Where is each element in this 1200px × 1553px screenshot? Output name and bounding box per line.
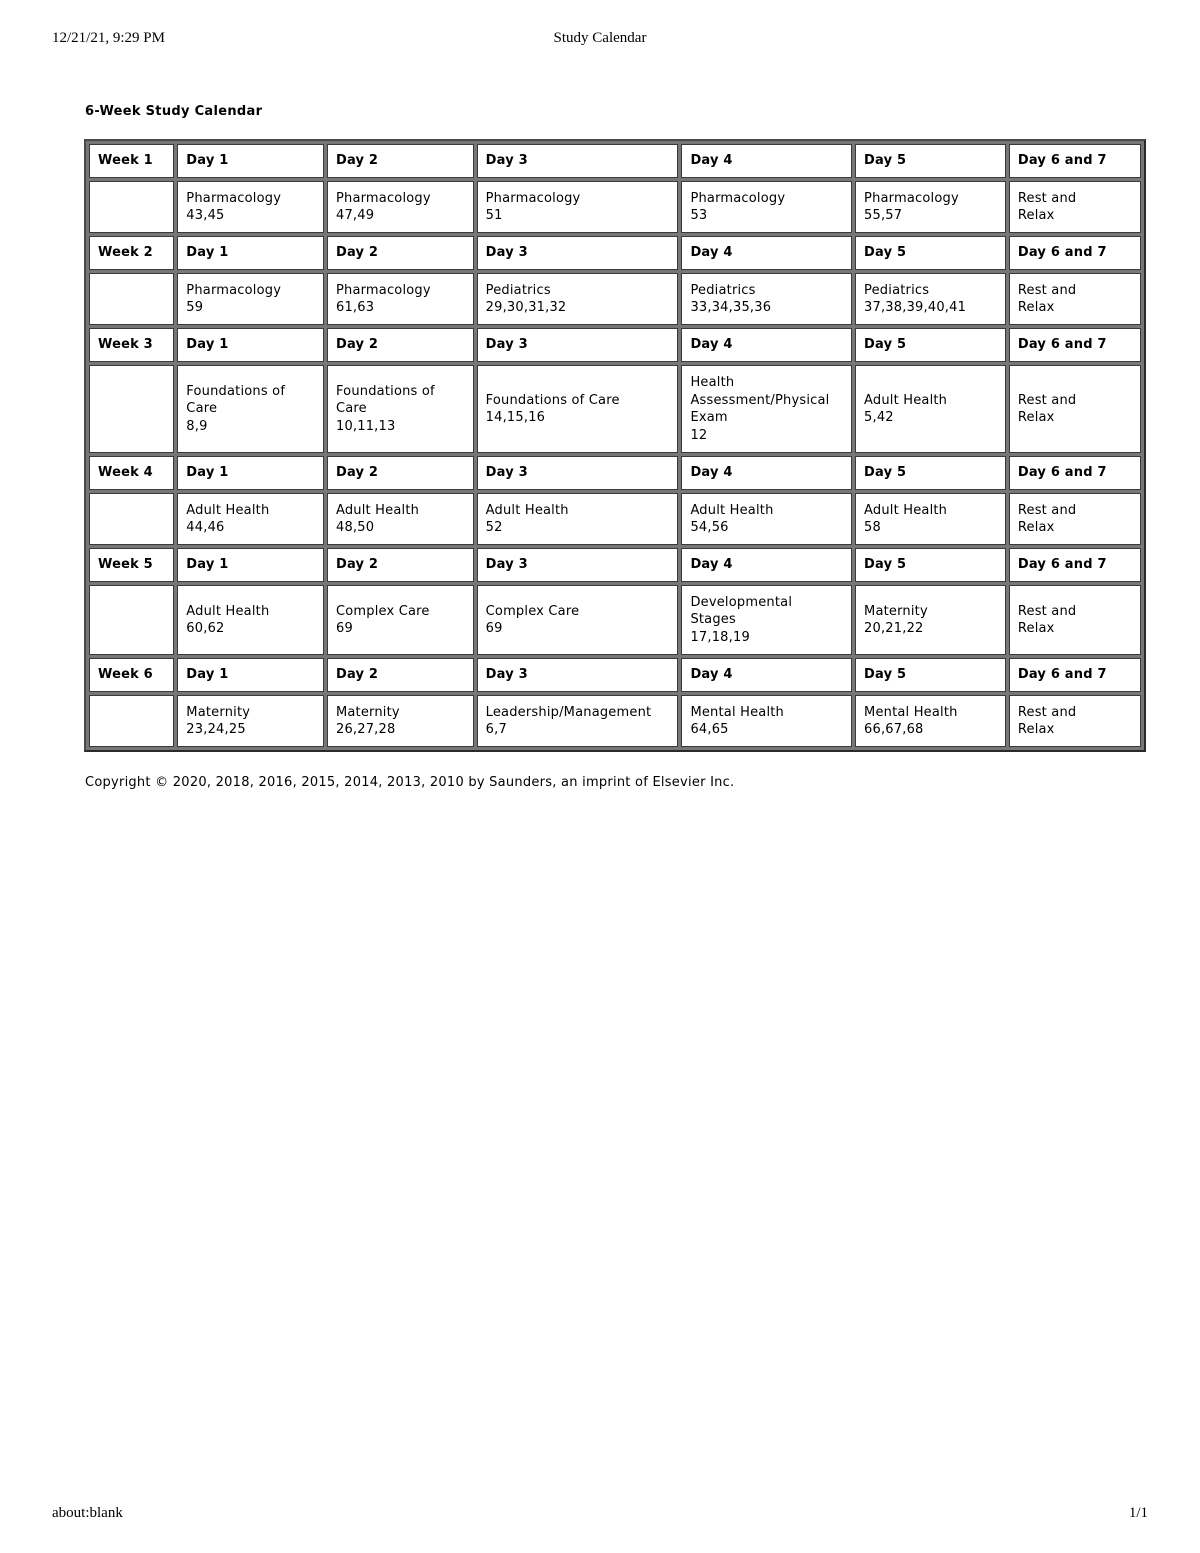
chapter-numbers: 37,38,39,40,41 (864, 300, 967, 315)
day-header: Day 4 (681, 144, 852, 178)
day-header: Day 2 (327, 456, 474, 490)
chapter-numbers: 44,46 (186, 520, 225, 535)
study-cell (681, 181, 852, 233)
day-header: Day 1 (177, 658, 324, 692)
study-cell (1009, 493, 1141, 545)
study-cell (855, 695, 1006, 747)
week-content-row (89, 585, 1141, 655)
topic-text: Pharmacology (186, 282, 282, 298)
topic-text: Maternity (864, 603, 928, 619)
chapter-numbers: 5,42 (864, 410, 894, 425)
topic-text: Adult Health (186, 603, 270, 619)
week-spacer-cell (89, 585, 174, 655)
week-content-row (89, 365, 1141, 453)
topic-text: Foundations of (335, 383, 435, 399)
topic-text: Rest and (1017, 603, 1077, 619)
study-cell (477, 365, 679, 453)
chapter-numbers: 8,9 (186, 418, 208, 434)
week-label: Week 5 (89, 548, 174, 582)
day-header: Day 1 (177, 236, 324, 270)
topic-text: Pediatrics (485, 282, 551, 298)
chapter-numbers: 26,27,28 (335, 722, 396, 737)
topic-text: Foundations of Care (485, 392, 620, 408)
print-url: about:blank (52, 1505, 123, 1521)
day-header: Day 6 and 7 (1009, 456, 1141, 490)
day-header: Day 5 (855, 548, 1006, 582)
week-content-row (89, 181, 1141, 233)
topic-text: Care (335, 401, 367, 417)
study-cell (1009, 273, 1141, 325)
day-header: Day 2 (327, 658, 474, 692)
print-page-title: Study Calendar (553, 30, 647, 46)
week-header-row (89, 328, 1141, 362)
day-header: Day 6 and 7 (1009, 548, 1141, 582)
topic-text: Pharmacology (690, 190, 786, 206)
week-content-row (89, 695, 1141, 747)
topic-text: Developmental (690, 594, 793, 610)
chapter-numbers: 53 (690, 208, 708, 223)
topic-text: Adult Health (335, 502, 420, 518)
study-cell (177, 695, 324, 747)
chapter-numbers: Relax (1017, 520, 1055, 535)
topic-text: Pediatrics (690, 282, 756, 298)
chapter-numbers: Relax (1017, 208, 1055, 223)
week-label: Week 3 (89, 328, 174, 362)
chapter-numbers: 60,62 (186, 621, 225, 636)
topic-text: Rest and (1017, 704, 1077, 720)
day-header: Day 6 and 7 (1009, 236, 1141, 270)
day-header: Day 5 (855, 658, 1006, 692)
study-cell (477, 585, 679, 655)
day-header: Day 3 (477, 236, 679, 270)
day-header: Day 4 (681, 328, 852, 362)
chapter-numbers: 55,57 (864, 208, 903, 223)
week-label: Week 2 (89, 236, 174, 270)
print-header (52, 30, 1148, 50)
study-cell (327, 493, 474, 545)
topic-text: Rest and (1017, 392, 1077, 408)
week-header-row (89, 456, 1141, 490)
day-header: Day 4 (681, 658, 852, 692)
week-spacer-cell (89, 493, 174, 545)
topic-text: Rest and (1017, 282, 1077, 298)
study-cell (855, 365, 1006, 453)
print-footer (52, 1505, 1148, 1525)
study-cell (177, 493, 324, 545)
study-cell (681, 585, 852, 655)
copyright-notice: Copyright © 2020, 2018, 2016, 2015, 2014, 2013, 2010 by Saunders, an imprint of Elsevier Inc. (85, 775, 735, 790)
topic-text: Adult Health (690, 502, 774, 518)
study-cell (855, 493, 1006, 545)
topic-text: Maternity (335, 704, 400, 720)
day-header: Day 4 (681, 548, 852, 582)
topic-text: Adult Health (485, 502, 569, 518)
week-content-row (89, 273, 1141, 325)
day-header: Day 3 (477, 328, 679, 362)
topic-text: Exam (690, 410, 728, 425)
day-header: Day 4 (681, 456, 852, 490)
day-header: Day 2 (327, 236, 474, 270)
chapter-numbers: 54,56 (690, 520, 729, 535)
topic-text: Pharmacology (864, 190, 959, 206)
chapter-numbers: 48,50 (335, 520, 375, 535)
topic-text: Complex Care (335, 603, 430, 619)
calendar-body (89, 144, 1141, 747)
study-cell (681, 365, 852, 453)
topic-text: Rest and (1017, 502, 1077, 518)
chapter-numbers: 14,15,16 (485, 410, 546, 425)
topic-text: Stages (690, 612, 736, 628)
day-header: Day 2 (327, 548, 474, 582)
topic-text: Adult Health (864, 392, 948, 408)
week-header-row (89, 658, 1141, 692)
topic-text: Maternity (186, 704, 251, 720)
topic-text: Adult Health (864, 502, 948, 518)
study-cell (1009, 365, 1141, 453)
chapter-numbers: Relax (1017, 621, 1055, 636)
day-header: Day 5 (855, 236, 1006, 270)
topic-text: Mental Health (690, 704, 784, 720)
week-label: Week 1 (89, 144, 174, 178)
study-cell (1009, 695, 1141, 747)
topic-text: Pharmacology (335, 282, 431, 298)
study-cell (855, 585, 1006, 655)
study-cell (855, 273, 1006, 325)
chapter-numbers: 17,18,19 (690, 629, 750, 645)
chapter-numbers: 66,67,68 (864, 722, 924, 737)
study-cell (855, 181, 1006, 233)
study-cell (1009, 585, 1141, 655)
topic-text: Rest and (1017, 190, 1077, 206)
chapter-numbers: Relax (1017, 722, 1055, 737)
topic-text: Pharmacology (186, 190, 282, 206)
study-cell (681, 273, 852, 325)
day-header: Day 3 (477, 658, 679, 692)
day-header: Day 5 (855, 456, 1006, 490)
week-content-row (89, 493, 1141, 545)
week-spacer-cell (89, 695, 174, 747)
topic-text: Care (186, 401, 218, 417)
chapter-numbers: 23,24,25 (186, 722, 246, 737)
topic-text: Assessment/Physical (690, 392, 830, 408)
day-header: Day 3 (477, 144, 679, 178)
day-header: Day 1 (177, 328, 324, 362)
chapter-numbers: 47,49 (335, 208, 375, 223)
study-cell (177, 585, 324, 655)
study-cell (1009, 181, 1141, 233)
day-header: Day 3 (477, 548, 679, 582)
study-cell (177, 365, 324, 453)
print-page-number: 1/1 (1128, 1505, 1148, 1521)
chapter-numbers: 64,65 (690, 722, 729, 737)
chapter-numbers: 29,30,31,32 (485, 300, 567, 315)
week-spacer-cell (89, 273, 174, 325)
chapter-numbers: 43,45 (186, 208, 225, 223)
study-cell (681, 493, 852, 545)
chapter-numbers: 58 (864, 520, 881, 535)
study-cell (327, 181, 474, 233)
chapter-numbers: 61,63 (335, 300, 375, 315)
study-cell (327, 365, 474, 453)
study-cell (477, 695, 679, 747)
topic-text: Mental Health (864, 704, 958, 720)
calendar-title: 6-Week Study Calendar (85, 104, 263, 119)
study-cell (477, 273, 679, 325)
topic-text: Complex Care (485, 603, 580, 619)
week-header-row (89, 236, 1141, 270)
week-spacer-cell (89, 365, 174, 453)
chapter-numbers: 59 (186, 300, 204, 315)
chapter-numbers: 69 (485, 621, 503, 636)
chapter-numbers: Relax (1017, 410, 1055, 425)
day-header: Day 6 and 7 (1009, 658, 1141, 692)
chapter-numbers: 6,7 (485, 722, 507, 737)
study-cell (327, 695, 474, 747)
print-datetime: 12/21/21, 9:29 PM (52, 30, 165, 46)
chapter-numbers: 33,34,35,36 (690, 300, 772, 315)
study-cell (327, 585, 474, 655)
day-header: Day 5 (855, 328, 1006, 362)
study-cell (177, 273, 324, 325)
day-header: Day 6 and 7 (1009, 328, 1141, 362)
topic-text: Pharmacology (335, 190, 431, 206)
day-header: Day 6 and 7 (1009, 144, 1141, 178)
chapter-numbers: 52 (485, 520, 503, 535)
day-header: Day 2 (327, 144, 474, 178)
day-header: Day 4 (681, 236, 852, 270)
day-header: Day 1 (177, 456, 324, 490)
week-label: Week 4 (89, 456, 174, 490)
day-header: Day 1 (177, 548, 324, 582)
study-cell (681, 695, 852, 747)
topic-text: Pharmacology (485, 190, 581, 206)
week-spacer-cell (89, 181, 174, 233)
week-header-row (89, 144, 1141, 178)
study-cell (477, 181, 679, 233)
topic-text: Health (690, 375, 735, 390)
day-header: Day 5 (855, 144, 1006, 178)
day-header: Day 1 (177, 144, 324, 178)
day-header: Day 3 (477, 456, 679, 490)
study-calendar-table (84, 139, 1146, 752)
study-cell (177, 181, 324, 233)
chapter-numbers: 12 (690, 427, 708, 443)
topic-text: Adult Health (186, 502, 270, 518)
chapter-numbers: 10,11,13 (335, 418, 396, 434)
topic-text: Foundations of (186, 383, 286, 399)
topic-text: Leadership/Management (485, 704, 652, 720)
study-cell (477, 493, 679, 545)
day-header: Day 2 (327, 328, 474, 362)
chapter-numbers: Relax (1017, 300, 1055, 315)
study-cell (327, 273, 474, 325)
week-header-row (89, 548, 1141, 582)
week-label: Week 6 (89, 658, 174, 692)
chapter-numbers: 51 (485, 208, 503, 223)
chapter-numbers: 69 (335, 621, 353, 636)
topic-text: Pediatrics (864, 282, 930, 298)
chapter-numbers: 20,21,22 (864, 621, 924, 636)
